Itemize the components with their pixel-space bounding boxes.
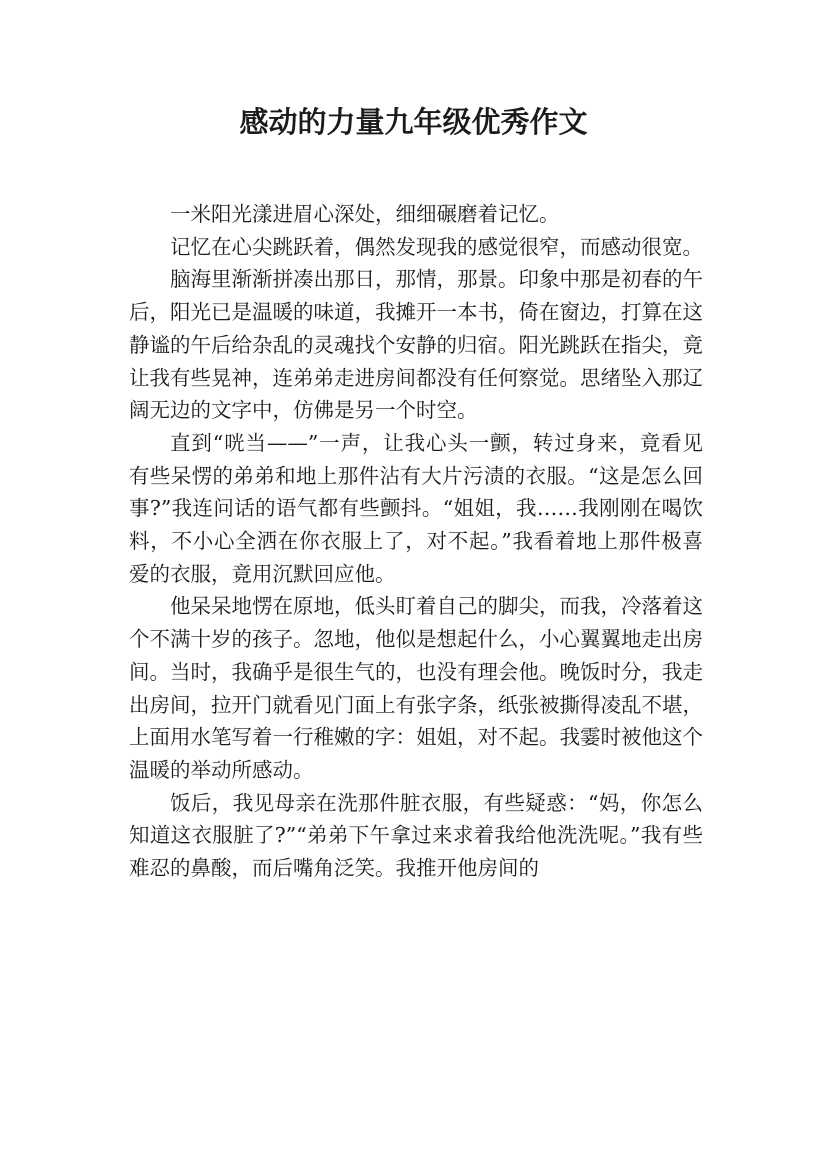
paragraph: 一米阳光漾进眉心深处，细细碾磨着记忆。 (170, 202, 560, 226)
paragraph: 直到“咣当——”一声，让我心头一颤，转过身来，竟看见有些呆愣的弟弟和地上那件沾有大片污渍的衣服。“这是怎么回事?”我连问话的语气都有些颤抖。“姐姐，我……我刚刚在喝饮料，不小心全洒在你衣服上了，对不起。”我看着地上那件极喜爱的衣服，竟用沉默回应他。 (129, 430, 703, 586)
document-title: 感动的力量九年级优秀作文 (239, 105, 588, 139)
paragraph: 他呆呆地愣在原地，低头盯着自己的脚尖，而我，冷落着这个不满十岁的孩子。忽地，他似是想起什么，小心翼翼地走出房间。当时，我确乎是很生气的，也没有理会他。晚饭时分，我走出房间，拉开门就看见门面上有张字条，纸张被撕得凌乱不堪，上面用水笔写着一行稚嫩的字：姐姐，对不起。我霎时被他这个温暖的举动所感动。 (129, 594, 703, 782)
paragraph: 记忆在心尖跳跃着，偶然发现我的感觉很窄，而感动很宽。 (170, 234, 703, 259)
paragraph: 脑海里渐渐拼凑出那日，那情，那景。印象中那是初春的午后，阳光已是温暖的味道，我摊开一本书，倚在窗边，打算在这静谧的午后给杂乱的灵魂找个安静的归宿。阳光跳跃在指尖，竟让我有些晃神，连弟弟走进房间都没有任何察觉。思绪坠入那辽阔无边的文字中，仿佛是另一个时空。 (129, 267, 703, 423)
document-body (129, 198, 703, 885)
paragraph: 饭后，我见母亲在洗那件脏衣服，有些疑惑：“妈，你怎么知道这衣服脏了?”“弟弟下午拿过来求着我给他洗洗呢。”我有些难忍的鼻酸，而后嘴角泛笑。我推开他房间的 (129, 790, 703, 881)
